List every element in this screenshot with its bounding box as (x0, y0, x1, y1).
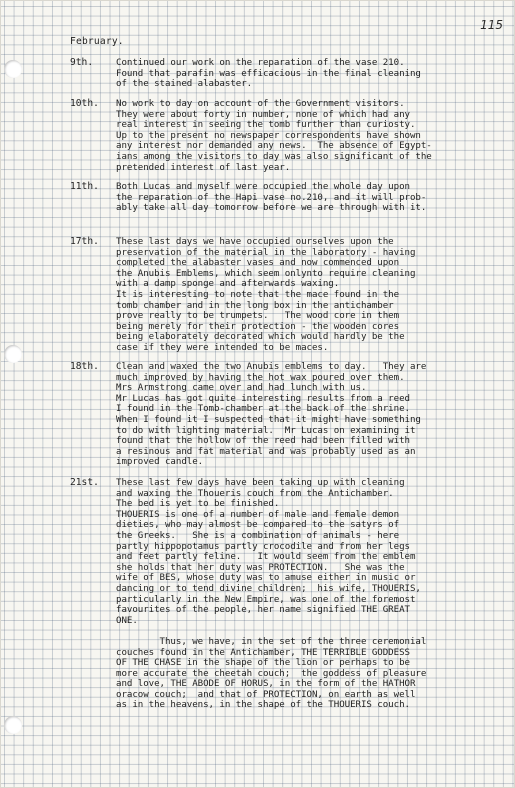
entry-text: These last few days have been taking up with cleaning and waxing the Thoueris couch from the Antichamber. The bed is yet to be finished. THOUERIS is one of a number of male and female demon dieties, who may almost be compared to the satyrs of the Greeks. She is a combination of animals - here partly hippopotamus partly crocodile and from her legs and feet partly feline. It would seem from the emblem she holds that her duty was PROTECTION. She was the wife of BES, whose duty was to amuse either in music or dancing or to tend divine children; his wife, THOUERIS, particularly in the New Empire, was one of the foremost favourites of the people, her name signified THE GREAT ONE. Thus, we have, in the set of the three ceremonial couches found in the Antichamber, THE TERRIBLE GODDESS OF THE CHASE in the shape of the lion or perhaps to be more accurate the cheetah couch; the goddess of pleasure and love, THE ABODE OF HORUS, in the form of the HATHOR oracow couch; and that of PROTECTION, on earth as well as in the heavens, in the shape of the THOUERIS couch. (116, 478, 427, 711)
binder-hole (4, 716, 22, 734)
entry-text: Clean and waxed the two Anubis emblems to day. They are much improved by having the hot wax poured over them. Mrs Armstrong came over and had lunch with us. Mr Lucas has got quite interesting results from a reed I found in the Tomb-chamber at the back of the shrine. When I found it I suspected that it might have something to do with lighting material. Mr Lucas on examining it found that the hollow of the reed had been filled with a resinous and fat material and was probably used as an improved candle. (116, 362, 427, 468)
binder-hole (4, 60, 22, 78)
entry-date: 17th. (70, 236, 99, 247)
entry-date: 9th. (70, 57, 94, 68)
entry-text: No work to day on account of the Government visitors. They were about forty in number, none of which had any real interest in seeing the tomb further than curiosty. Up to the present no newspaper correspondents have shown any interest nor demanded any news. The absence of Egypt- ians among the visitors to day was also significant of the pretended interest of last year. (116, 99, 432, 173)
entry-date: 10th. (70, 98, 99, 109)
binder-hole (4, 345, 22, 363)
entry-date: 11th. (70, 181, 99, 192)
entry-date: 21st. (70, 477, 99, 488)
entry-date: 18th. (70, 361, 99, 372)
month-heading: February. (70, 36, 124, 47)
entry-text: Both Lucas and myself were occupied the whole day upon the reparation of the Hapi vase no.210, and it will prob- ably take all day tomorrow before we are through with it. (116, 182, 427, 214)
entry-text: Continued our work on the reparation of the vase 210. Found that parafin was efficacious in the final cleaning of the stained alabaster. (116, 58, 421, 90)
entry-text: These last days we have occupied ourselves upon the preservation of the material in the laboratory - having completed the alabaster vases and now commenced upon the Anubis Emblems, which seem onlynto require cleaning with a damp sponge and afterwards waxing. It is interesting to note that the mace found in the tomb chamber and in the long box in the antichamber prove really to be trumpets. The wood core in them being merely for their protection - the wooden cores being elaborately decorated which would hardly be the case if they were intended to be maces. (116, 237, 416, 353)
page-number: 115 (480, 18, 503, 32)
